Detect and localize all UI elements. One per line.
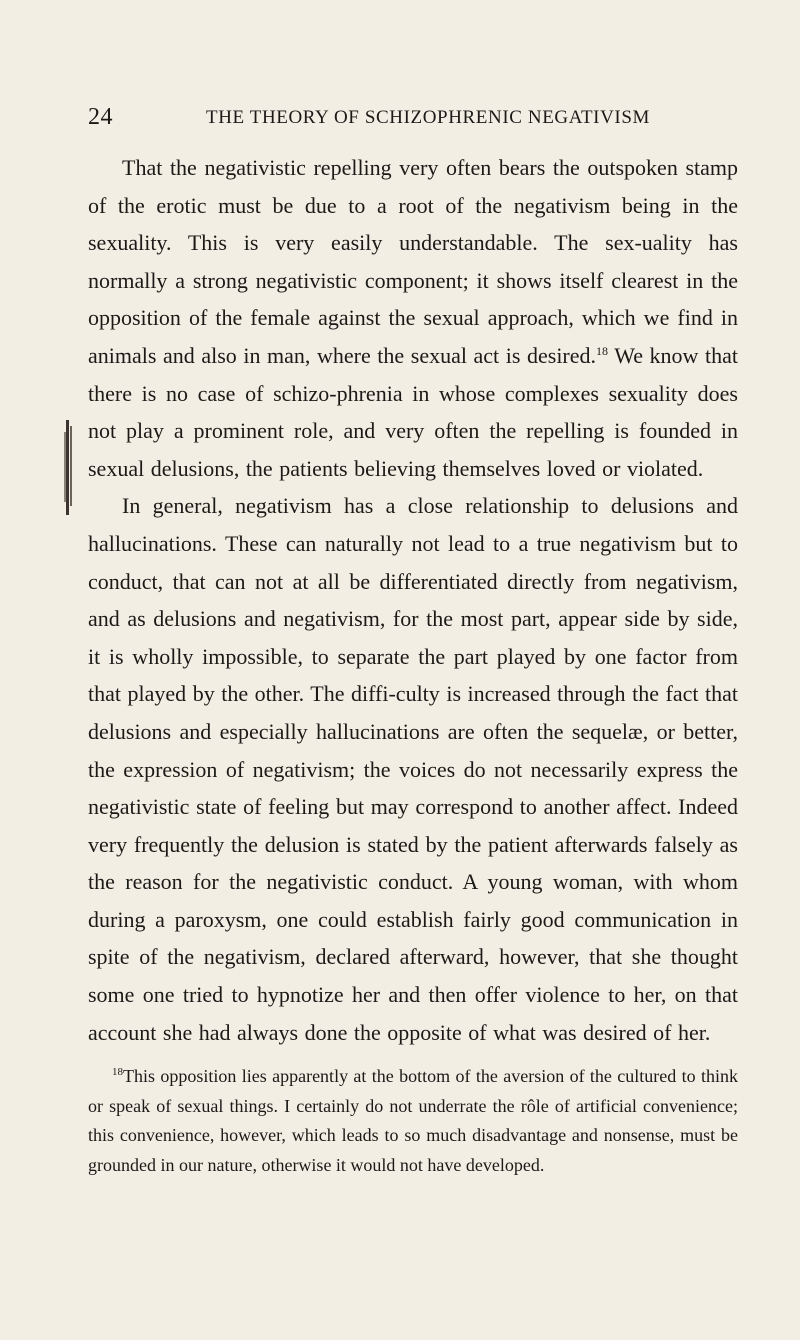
running-title: THE THEORY OF SCHIZOPHRENIC NEGATIVISM (206, 107, 650, 128)
page-number: 24 (88, 104, 113, 130)
page-header (88, 104, 738, 134)
body-text (88, 149, 738, 1051)
footnote-18 (88, 1062, 738, 1180)
paragraph-1-part-1: That the negativistic repelling very often bears the outspoken stamp of the erotic must be due to a root of the negativism being in the sexuality. This is very easily understandable. The sex-uality has normally a strong negativistic component; it shows itself clearest in the opposition of the female against the sexual approach, which we find in animals and also in man, where the sexual act is desired. (88, 155, 738, 368)
paragraph-2: In general, negativism has a close relationship to delusions and hallucinations. These can naturally not lead to a true negativism but to conduct, that can not at all be differentiated directly from negativism, and as delusions and negativism, for the most part, appear side by side, it is wholly impossible, to separate the part played by one factor from that played by the other. The diffi-culty is increased through the fact that delusions and especially hallucinations are often the sequelæ, or better, the expression of negativism; the voices do not necessarily express the negativistic state of feeling but may correspond to another affect. Indeed very frequently the delusion is stated by the patient afterwards falsely as the reason for the negativistic conduct. A young woman, with whom during a paroxysm, one could establish fairly good communication in spite of the negativism, declared afterward, however, that she thought some one tried to hypnotize her and then offer violence to her, on that account she had always done the opposite of what was desired of her. (88, 493, 738, 1045)
footnote-number: 18 (112, 1066, 123, 1078)
paragraph-1-part-2: We know that there is no case of schizo-phrenia in whose complexes sexuality does not play a prominent role, and very often the repelling is founded in sexual delusions, the patients believing themselves loved or violated. (88, 342, 738, 481)
footnote-reference: 18 (596, 343, 609, 358)
footnotes (88, 1062, 738, 1180)
margin-mark-icon (64, 420, 76, 515)
footnote-text: This opposition lies apparently at the bottom of the aversion of the cultured to think or speak of sexual things. I certainly do not underrate the rôle of artificial convenience; this convenience, however, which leads to so much disadvantage and nonsense, must be grounded in our nature, otherwise it would not have developed. (88, 1066, 738, 1175)
paragraph-1 (88, 149, 738, 487)
